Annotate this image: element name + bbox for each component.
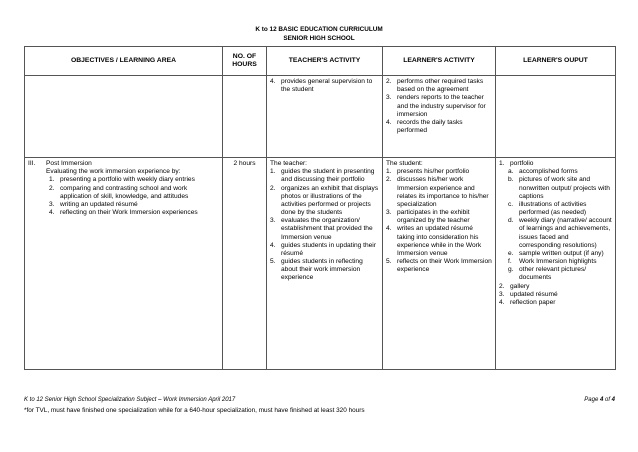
curriculum-table: [24, 46, 616, 370]
list-item-text: provides general supervision to the student: [281, 78, 373, 94]
curriculum-subtitle: SENIOR HIGH SCHOOL: [283, 35, 355, 42]
list-item: [270, 242, 379, 258]
list-item: [386, 94, 492, 119]
list-item: [49, 201, 219, 209]
list-item-number: e.: [508, 249, 514, 257]
list-item: [270, 258, 379, 283]
output-rest-list: [499, 283, 612, 308]
list-item-text: guides the student in presenting and discussing their portfolio: [281, 168, 375, 184]
list-item-number: 2.: [386, 176, 392, 184]
list-item-text: participates in the exhibit organized by the teacher: [397, 209, 470, 225]
output-sub-list: [499, 168, 612, 282]
list-item-text: guides students in updating their résumé: [281, 241, 376, 257]
list-item: [270, 168, 379, 184]
list-item: [386, 176, 492, 209]
list-item: [499, 283, 612, 291]
list-item: [386, 225, 492, 258]
list-item-number: g.: [508, 266, 514, 274]
table-row: [25, 158, 616, 370]
list-item-text: records the daily tasks performed: [397, 118, 463, 135]
row1-objectives-cell: [25, 76, 223, 158]
row2-hours-cell: 2 hours: [223, 158, 267, 370]
list-item-number: 4.: [386, 225, 392, 233]
page-prefix: Page: [584, 397, 600, 403]
list-item: [508, 201, 612, 217]
col-teacher-header: TEACHER'S ACTIVITY: [267, 47, 383, 76]
row1-output-cell: [496, 76, 616, 158]
list-item-number: f.: [508, 258, 512, 266]
row1-hours-cell: [223, 76, 267, 158]
page-total: 4: [611, 397, 615, 403]
row1-learner-cell: [383, 76, 496, 158]
list-item-text: performs other required tasks based on the agreement: [397, 78, 484, 94]
col-hours-header: NO. OF HOURS: [223, 47, 267, 76]
objective-title: Post Immersion: [46, 160, 92, 167]
list-item: [270, 78, 379, 94]
list-item-text: reflection paper: [510, 298, 556, 306]
row2-objectives-cell: [25, 158, 223, 370]
list-item: [499, 291, 612, 299]
list-item-number: 3.: [386, 94, 392, 102]
list-item-text: other relevant pictures/ documents: [519, 266, 587, 282]
list-item: [508, 168, 612, 176]
row1-teacher-cell: [267, 76, 383, 158]
list-item-number: 4.: [499, 298, 505, 306]
list-item: [386, 258, 492, 274]
teacher-intro: The teacher:: [270, 160, 308, 167]
list-item-number: 4.: [49, 209, 55, 217]
list-item-text: evaluates the organization/ establishment that provided the Immersion venue: [281, 217, 373, 241]
list-item-number: 1.: [49, 176, 55, 184]
table-row: [25, 76, 616, 158]
col-objectives-header: OBJECTIVES / LEARNING AREA: [25, 47, 223, 76]
list-item-number: 4.: [270, 78, 276, 85]
list-item: [386, 78, 492, 94]
list-item-text: accomplished forms: [519, 168, 578, 176]
table-header-row: [25, 47, 616, 76]
list-item-number: 3.: [499, 290, 505, 298]
list-item: [49, 185, 219, 201]
list-item-number: c.: [508, 200, 514, 208]
list-item-number: 3.: [49, 200, 55, 208]
col-output-header: LEARNER'S OUPUT: [496, 47, 616, 76]
row2-teacher-cell: [267, 158, 383, 370]
list-item-text: presenting a portfolio with weekly diary entries: [60, 176, 195, 184]
list-item: [508, 266, 612, 282]
list-item: [270, 217, 379, 242]
curriculum-title: K to 12 BASIC EDUCATION CURRICULUM: [255, 26, 383, 33]
learner-intro: The student:: [386, 160, 423, 167]
list-item-number: 1.: [270, 168, 276, 176]
list-item-number: 4.: [386, 118, 392, 126]
objective-roman-numeral: III.: [28, 160, 36, 167]
footer-note: *for TVL, must have finished one specialization while for a 640-hour specialization, must have finished at least 320 hours: [24, 407, 365, 414]
list-item: [386, 168, 492, 176]
list-item-text: renders reports to the teacher and the industry supervisor for immersion: [397, 94, 486, 118]
list-item-text: updated résumé: [510, 290, 558, 298]
list-item-number: 1.: [499, 160, 505, 167]
list-item-text: reflecting on their Work Immersion experiences: [60, 209, 198, 217]
list-item: [386, 119, 492, 135]
list-item-text: writes an updated résumé taking into consideration his experience while in the Work Immersion venue: [397, 225, 482, 257]
list-item: [499, 160, 612, 168]
list-item: [49, 209, 219, 217]
col-learner-header: LEARNER'S ACTIVITY: [383, 47, 496, 76]
footer-page-number: [584, 397, 615, 403]
list-item: [508, 250, 612, 258]
list-item-number: 3.: [270, 217, 276, 225]
list-item-number: 1.: [386, 168, 392, 176]
list-item: [270, 185, 379, 218]
list-item: [49, 176, 219, 184]
list-item-text: reflects on their Work Immersion experience: [397, 258, 492, 274]
list-item-text: guides students in reflecting about their work immersion experience: [281, 258, 363, 282]
list-item-text: organizes an exhibit that displays photos or illustrations of the activities performed or projects done by the students: [281, 184, 379, 217]
page-of: of: [603, 397, 612, 403]
list-item-number: 2.: [270, 184, 276, 192]
list-item-number: 2.: [499, 282, 505, 290]
list-item-text: writing an updated résumé: [60, 200, 138, 208]
row1-teacher-list: [270, 78, 379, 94]
list-item-number: 5.: [386, 258, 392, 266]
teacher-activity-list: [270, 168, 379, 282]
list-item-number: 2.: [386, 78, 392, 85]
list-item: [508, 176, 612, 201]
list-item: [499, 299, 612, 307]
page-current: 4: [599, 397, 604, 403]
row2-learner-cell: [383, 158, 496, 370]
objectives-list: [46, 176, 219, 217]
list-item-number: 4.: [270, 241, 276, 249]
list-item-text: gallery: [510, 282, 530, 290]
row2-output-cell: [496, 158, 616, 370]
list-item-number: 2.: [49, 184, 55, 192]
list-item: [508, 258, 612, 266]
list-item-text: sample written output (if any): [519, 249, 604, 257]
list-item-text: portfolio: [510, 160, 534, 167]
learner-activity-list: [386, 168, 492, 274]
list-item-text: pictures of work site and nonwritten output/ projects with captions: [519, 176, 610, 200]
list-item-text: illustrations of activities performed (as needed): [519, 200, 587, 217]
list-item-number: b.: [508, 176, 514, 184]
list-item: [508, 217, 612, 250]
list-item-number: a.: [508, 168, 514, 176]
list-item-text: weekly diary (narrative/ account of learnings and achievements, issues faced and corresponding resolutions): [519, 217, 612, 249]
list-item-text: comparing and contrasting school and work application of skill, knowledge, and attitudes: [60, 184, 189, 200]
list-item-number: 5.: [270, 258, 276, 266]
list-item: [386, 209, 492, 225]
row1-learner-list: [386, 78, 492, 135]
footer-document-title: K to 12 Senior High School Specialization Subject – Work Immersion April 2017: [24, 397, 236, 403]
objective-intro: Evaluating the work immersion experience by:: [46, 168, 181, 176]
list-item-number: 3.: [386, 209, 392, 217]
list-item-text: discusses his/her work Immersion experience and relates its importance to his/her specialization: [397, 176, 489, 208]
list-item-text: Work Immersion highlights: [519, 258, 597, 266]
list-item-text: presents his/her portfolio: [397, 168, 470, 176]
output-list: [499, 160, 612, 168]
list-item-number: d.: [508, 217, 514, 225]
